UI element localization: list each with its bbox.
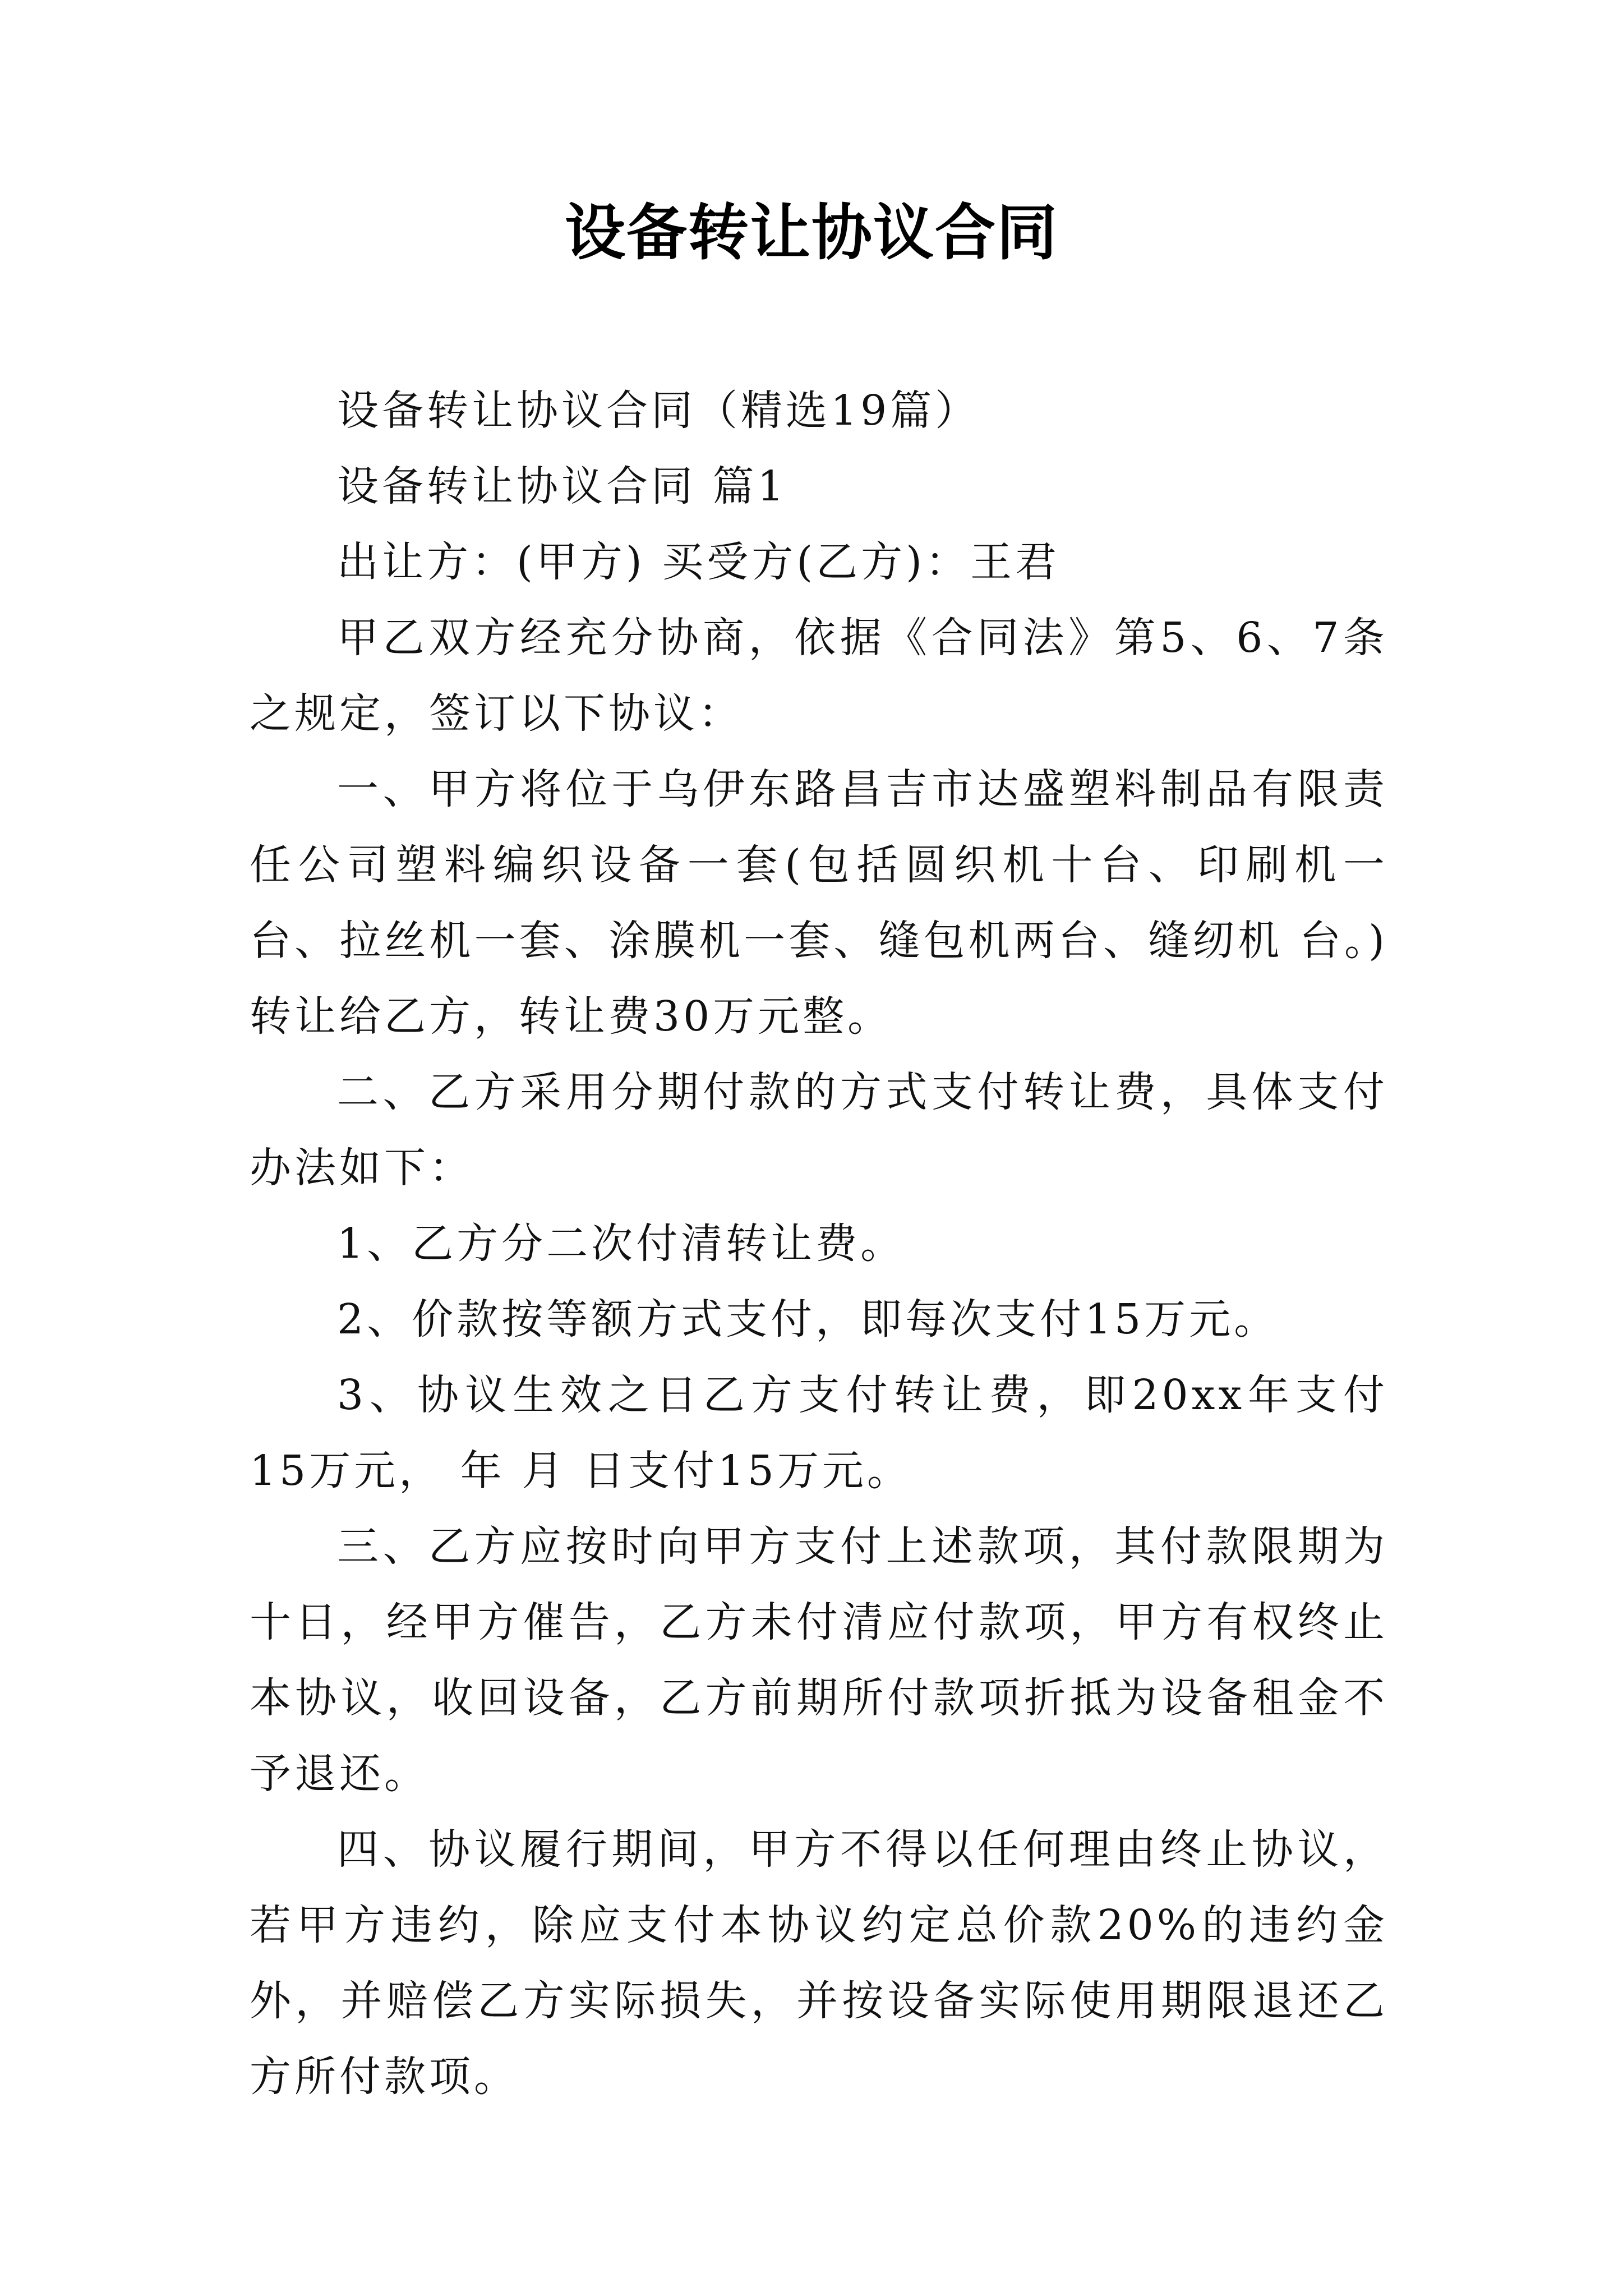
paragraph-clause-3: 三、乙方应按时向甲方支付上述款项，其付款限期为十日，经甲方催告，乙方未付清应付款项，甲方有权终止本协议，收回设备，乙方前期所付款项折抵为设备租金不予退还。 [250, 1522, 1388, 1798]
document-body [250, 373, 1388, 2115]
paragraph-clause-1: 一、甲方将位于乌伊东路昌吉市达盛塑料制品有限责任公司塑料编织设备一套(包括圆织机十台、印刷机一台、拉丝机一套、涂膜机一套、缝包机两台、缝纫机 台。)转让给乙方，转让费30万元整。 [250, 765, 1388, 1041]
paragraph-item-3: 3、协议生效之日乙方支付转让费，即20xx年支付15万元， 年 月 日支付15万元。 [250, 1371, 1388, 1495]
paragraph-item-1: 1、乙方分二次付清转让费。 [337, 1220, 906, 1268]
document-title: 设备转让协议合同 [564, 197, 1058, 268]
paragraph-item-2: 2、价款按等额方式支付，即每次支付15万元。 [337, 1295, 1279, 1343]
paragraph-preamble: 甲乙双方经充分协商，依据《合同法》第5、6、7条之规定，签订以下协议： [250, 614, 1388, 738]
paragraph-clause-4: 四、协议履行期间，甲方不得以任何理由终止协议，若甲方违约，除应支付本协议约定总价款20%的违约金外，并赔偿乙方实际损失，并按设备实际使用期限退还乙方所付款项。 [250, 1825, 1388, 2101]
paragraph-parties: 出让方：(甲方) 买受方(乙方)：王君 [337, 538, 1061, 586]
paragraph-clause-2: 二、乙方采用分期付款的方式支付转让费，具体支付办法如下： [250, 1068, 1388, 1192]
paragraph-subtitle: 设备转让协议合同（精选19篇） [337, 386, 980, 435]
paragraph-section-heading: 设备转让协议合同 篇1 [337, 462, 787, 510]
